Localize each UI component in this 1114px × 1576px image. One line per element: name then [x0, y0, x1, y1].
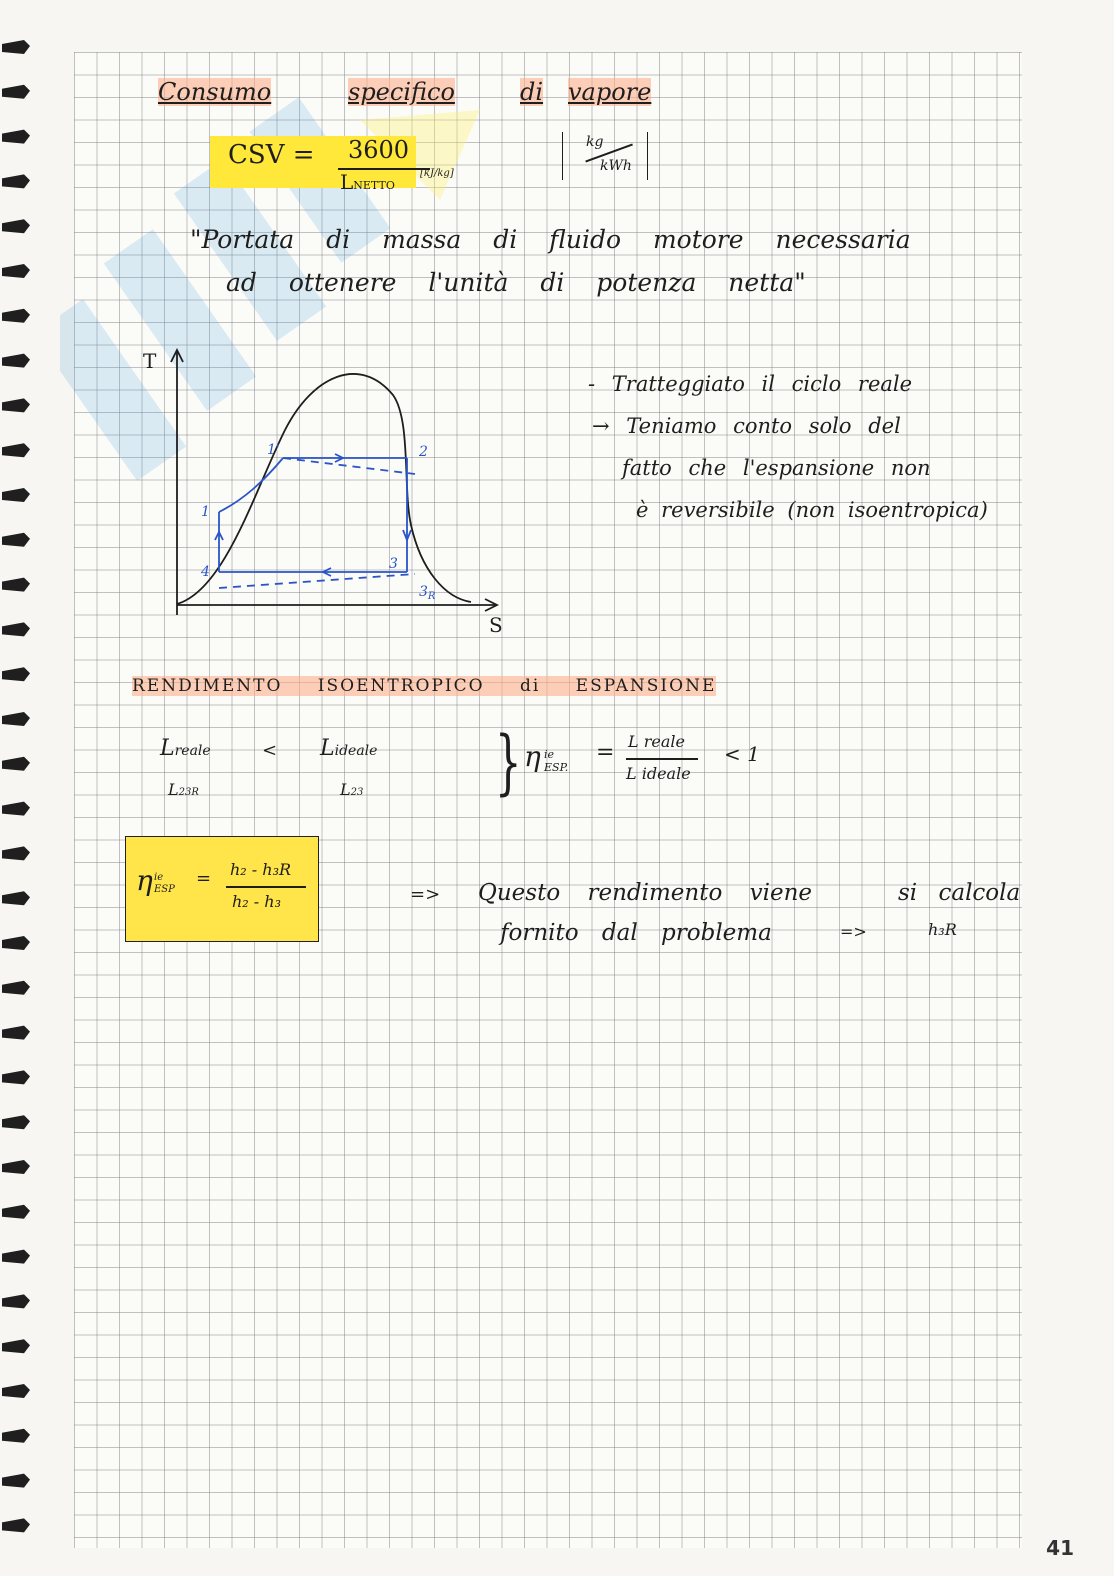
box-equals: = — [196, 868, 212, 889]
cycle-real-dashed-bottom — [219, 574, 415, 588]
note-line-3: fatto che l'espansione non — [622, 456, 931, 480]
title-word-specifico: specifico — [348, 78, 455, 106]
spiral-ring — [2, 443, 30, 457]
spiral-ring — [2, 174, 30, 188]
spiral-ring — [2, 85, 30, 99]
spiral-ring — [2, 1339, 30, 1353]
spiral-ring — [2, 622, 30, 636]
implies-arrow: => — [410, 884, 441, 905]
t-axis-label: T — [143, 349, 157, 373]
title-word-consumo: Consumo — [158, 78, 272, 106]
page-number: 41 — [1046, 1536, 1074, 1560]
eta-symbol: η — [524, 740, 541, 773]
result-text-line-1: Questo rendimento viene — [478, 880, 813, 906]
spiral-ring — [2, 712, 30, 726]
l-23: L23 — [340, 780, 364, 799]
spiral-ring — [2, 1250, 30, 1264]
csv-lhs: CSV = — [228, 140, 315, 170]
definition-line-1: "Portata di massa di fluido motore necessaria — [190, 225, 911, 254]
equals-sign: = — [596, 740, 615, 765]
spiral-ring — [2, 757, 30, 771]
result-text-line-2: fornito dal problema — [500, 920, 772, 946]
spiral-ring — [2, 130, 30, 144]
saturation-dome — [177, 374, 471, 604]
note-line-4: è reversibile (non isoentropica) — [636, 498, 988, 522]
note-line-1: - Tratteggiato il ciclo reale — [588, 372, 913, 396]
frac-den-lideale: L ideale — [626, 764, 691, 783]
si-calcola-text: si calcola — [898, 880, 1021, 906]
spiral-ring — [2, 1474, 30, 1488]
l-23r: L23R — [168, 780, 199, 799]
spiral-ring — [2, 1429, 30, 1443]
s-axis-label: S — [489, 613, 503, 637]
point-4-label: 4 — [201, 564, 210, 580]
spiral-ring — [2, 891, 30, 905]
less-than: < — [262, 740, 278, 761]
title-word-di: di — [520, 78, 544, 106]
spiral-ring — [2, 1518, 30, 1532]
spiral-ring — [2, 264, 30, 278]
spiral-ring — [2, 981, 30, 995]
curly-brace: } — [494, 721, 522, 803]
unit-top: kg — [586, 134, 604, 150]
frac-num-lreale: L reale — [628, 732, 685, 751]
eta-subscript: ie ESP. — [544, 748, 569, 774]
spiral-ring — [2, 354, 30, 368]
unit-bottom: kWh — [600, 158, 632, 174]
spiral-ring — [2, 1384, 30, 1398]
definition-line-2: ad ottenere l'unità di potenza netta" — [226, 268, 806, 297]
spiral-ring — [2, 1205, 30, 1219]
spiral-ring — [2, 1115, 30, 1129]
box-frac-den: h₂ - h₃ — [232, 892, 282, 911]
spiral-ring — [2, 1294, 30, 1308]
l-ideale: Lideale — [320, 736, 378, 761]
note-line-2: → Teniamo conto solo del — [592, 414, 901, 438]
box-frac-num: h₂ - h₃R — [230, 860, 292, 879]
spiral-ring — [2, 667, 30, 681]
spiral-ring — [2, 846, 30, 860]
spiral-ring — [2, 40, 30, 54]
section2-title: RENDIMENTO ISOENTROPICO di ESPANSIONE — [132, 676, 717, 696]
l-reale: Lreale — [160, 736, 211, 761]
point-1p-label: 1' — [267, 442, 280, 458]
cycle-real-dashed-top — [283, 458, 415, 474]
box-eta-subscript: ie ESP — [154, 872, 175, 895]
csv-den-unit: [kJ/kg] — [420, 168, 454, 179]
spiral-ring — [2, 802, 30, 816]
implies-arrow-2: => — [840, 922, 867, 941]
less-than-one: < 1 — [724, 742, 760, 766]
spiral-ring — [2, 533, 30, 547]
point-2-label: 2 — [419, 444, 428, 460]
csv-numerator: 3600 — [348, 136, 410, 164]
point-1-label: 1 — [201, 504, 210, 520]
h3r-result: h₃R — [928, 920, 957, 939]
box-frac-bar — [226, 886, 306, 888]
point-3r-label: $3_R$ — [419, 584, 436, 602]
point-3-label: 3 — [389, 556, 398, 572]
spiral-ring — [2, 219, 30, 233]
spiral-ring — [2, 1026, 30, 1040]
spiral-ring — [2, 578, 30, 592]
spiral-ring — [2, 936, 30, 950]
spiral-binding — [0, 30, 40, 1570]
box-eta-symbol: η — [136, 864, 153, 897]
spiral-ring — [2, 1070, 30, 1084]
spiral-ring — [2, 309, 30, 323]
frac-bar — [626, 758, 698, 760]
spiral-ring — [2, 1160, 30, 1174]
title-word-vapore: vapore — [568, 78, 652, 106]
csv-denominator: LNETTO — [340, 170, 395, 194]
ts-diagram — [135, 340, 515, 640]
spiral-ring — [2, 488, 30, 502]
spiral-ring — [2, 398, 30, 412]
